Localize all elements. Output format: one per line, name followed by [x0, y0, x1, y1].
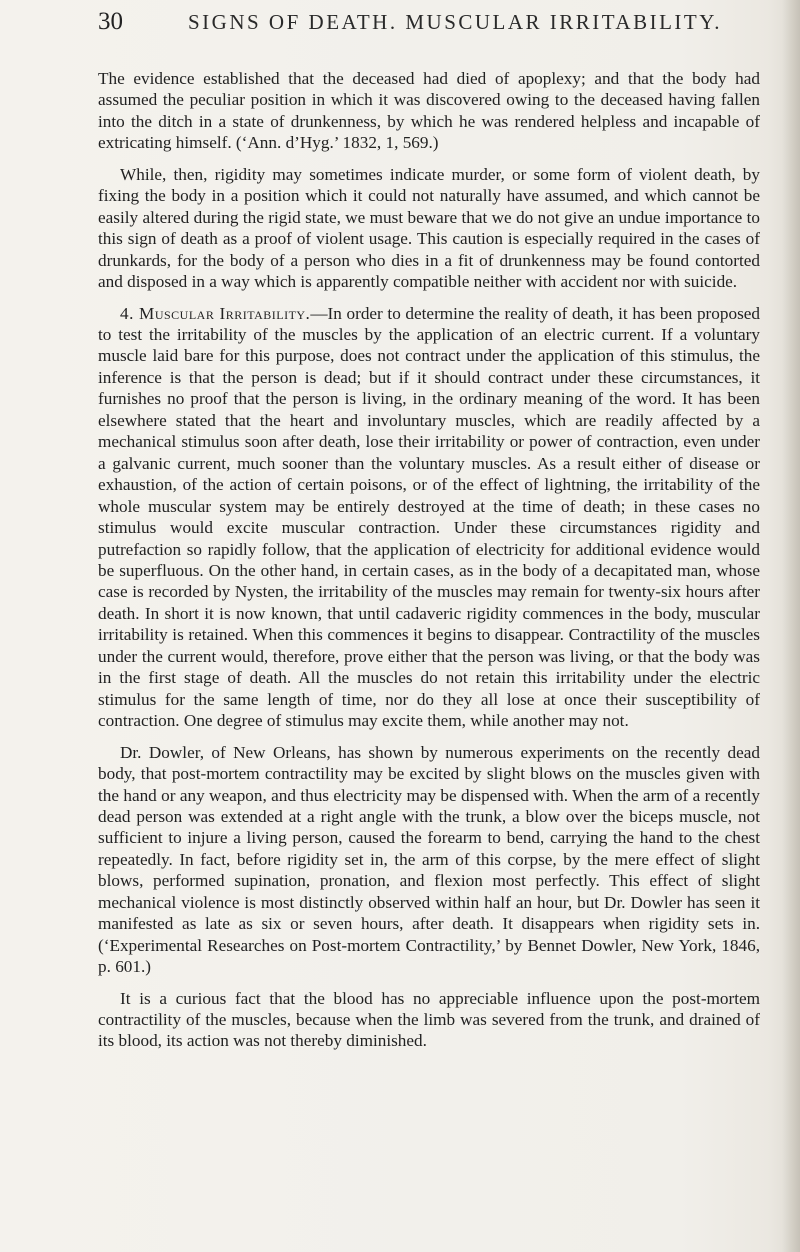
body-text — [98, 68, 760, 1052]
paragraph-rigidity-caution: While, then, rigidity may sometimes indicate murder, or some form of violent death, by fixing the body in a position which it could not naturally have assumed, and which cannot be easily altered during the rigid state, we must beware that we do not give an undue importance to this sign of death as a proof of violent usage. This caution is especially required in the cases of drunkards, for the body of a person who dies in a fit of drunkenness may be found contorted and disposed in a way which is apparently compatible neither with accident nor with suicide. — [98, 164, 760, 292]
page-header — [98, 8, 728, 42]
section-heading-muscular-irritability: 4. Muscular Irritability. — [120, 303, 311, 323]
running-title: SIGNS OF DEATH. MUSCULAR IRRITABILITY. — [188, 10, 722, 34]
paragraph-muscular-irritability-text: —In order to determine the reality of death, it has been proposed to test the irritability of the muscles by the application of an electric current. If a voluntary muscle laid bare for this purpose, does not contract under the application of this stimulus, the inference is that the person is dead; but if it should contract under these circumstances, it furnishes no proof that the person is living, in the ordinary meaning of the word. It has been elsewhere stated that the heart and involuntary muscles, which are readily affected by a mechanical stimulus soon after death, lose their irritability or power of contraction, even under a galvanic current, much sooner than the voluntary muscles. As a result either of disease or exhaustion, of the action of certain poisons, or of the effect of lightning, the irritability of the whole muscular system may be entirely destroyed at the time of death; in these cases no stimulus would excite muscular contraction. Under these circumstances rigidity and putrefaction so rapidly follow, that the application of electricity for additional evidence would be superfluous. On the other hand, in certain cases, as in the body of a decapitated man, whose case is recorded by Nysten, the irritability of the muscles may remain for twenty-six hours after death. In short it is now known, that until cadaveric rigidity commences in the body, muscular irritability is retained. When this commences it begins to disappear. Contractility of the muscles under the current would, therefore, prove either that the person was living, or that the body was in the first stage of death. All the muscles do not retain this irritability under the electric stimulus for the same length of time, nor do they all lose at once their susceptibility of contraction. One degree of stimulus may excite them, while another may not. — [98, 303, 760, 731]
paragraph-drunkard-case: The evidence established that the deceased had died of apoplexy; and that the body had assumed the peculiar position in which it was discovered owing to the deceased having fallen into the ditch in a state of drunkenness, by which he was rendered helpless and incapable of extricating himself. (‘Ann. d’Hyg.’ 1832, 1, 569.) — [98, 69, 760, 153]
paragraph-dowler-experiments: Dr. Dowler, of New Orleans, has shown by numerous experiments on the recently dead body, that post-mortem contractility may be excited by slight blows on the muscles given with the hand or any weapon, and thus electricity may be dispensed with. When the arm of a recently dead person was extended at a right angle with the trunk, a blow over the biceps muscle, not sufficient to injure a living person, caused the forearm to bend, carrying the hand to the chest repeatedly. In fact, before rigidity set in, the arm of this corpse, by the mere effect of slight blows, performed supination, pronation, and flexion most perfectly. This effect of slight mechanical violence is most distinctly observed within half an hour, but Dr. Dowler has seen it manifested as late as six or seven hours, after death. It disappears when rigidity sets in. (‘Experimental Researches on Post-mortem Contractility,’ by Bennet Dowler, New York, 1846, p. 601.) — [98, 742, 760, 977]
page-number: 30 — [98, 8, 123, 35]
page-edge-shadow — [782, 0, 800, 1252]
paragraph-muscular-irritability — [98, 303, 760, 732]
paragraph-blood-influence: It is a curious fact that the blood has no appreciable influence upon the post-mortem contractility of the muscles, because when the limb was severed from the trunk, and drained of its blood, its action was not thereby diminished. — [98, 988, 760, 1051]
